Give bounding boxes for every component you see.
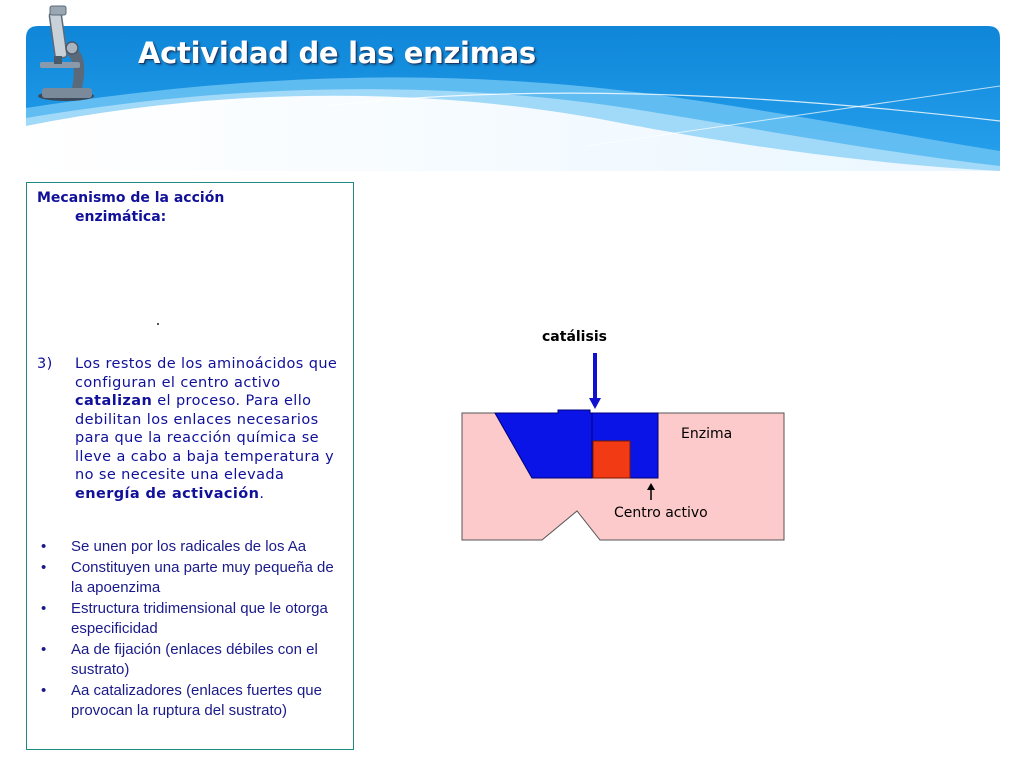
list-item: • Aa de fijación (enlaces débiles con el sustrato)	[39, 640, 349, 681]
bullet-list	[39, 537, 349, 722]
mechanism-title-line1: Mecanismo de la acción	[37, 190, 225, 206]
step-3-paragraph	[37, 355, 353, 503]
step-3-bold-energia: energía de activación	[75, 485, 260, 502]
list-item: • Aa catalizadores (enlaces fuertes que provocan la ruptura del sustrato)	[39, 681, 349, 722]
step-3-number: 3)	[37, 356, 53, 372]
text-panel	[26, 182, 354, 750]
active-site-label: Centro activo	[614, 505, 708, 521]
dot-mark	[157, 323, 159, 325]
catalysis-label: catálisis	[542, 329, 607, 345]
step-3-body	[37, 355, 353, 503]
step-3-text-c: .	[259, 485, 265, 502]
catalysis-arrow-head	[589, 398, 601, 409]
step-3-text-b: el proceso. Para ello debilitan los enlaces necesarios para que la reacción química se lleve a cabo a baja temperatura y no se necesite una elevada	[75, 393, 335, 483]
step-3-text-a: Los restos de los aminoácidos que configuran el centro activo	[75, 356, 338, 391]
list-item: • Constituyen una parte muy pequeña de la apoenzima	[39, 558, 349, 599]
list-item: • Se unen por los radicales de los Aa	[39, 537, 349, 558]
mechanism-title	[37, 189, 347, 227]
microscope-icon	[26, 4, 98, 104]
enzyme-label: Enzima	[681, 426, 733, 442]
list-item: • Estructura tridimensional que le otorga especificidad	[39, 599, 349, 640]
step-3-bold-catalizan: catalizan	[75, 393, 153, 409]
mechanism-title-line2: enzimática:	[75, 209, 167, 225]
catalytic-site	[593, 441, 630, 478]
page-title: Actividad de las enzimas	[138, 36, 536, 70]
enzyme-diagram	[460, 320, 790, 545]
